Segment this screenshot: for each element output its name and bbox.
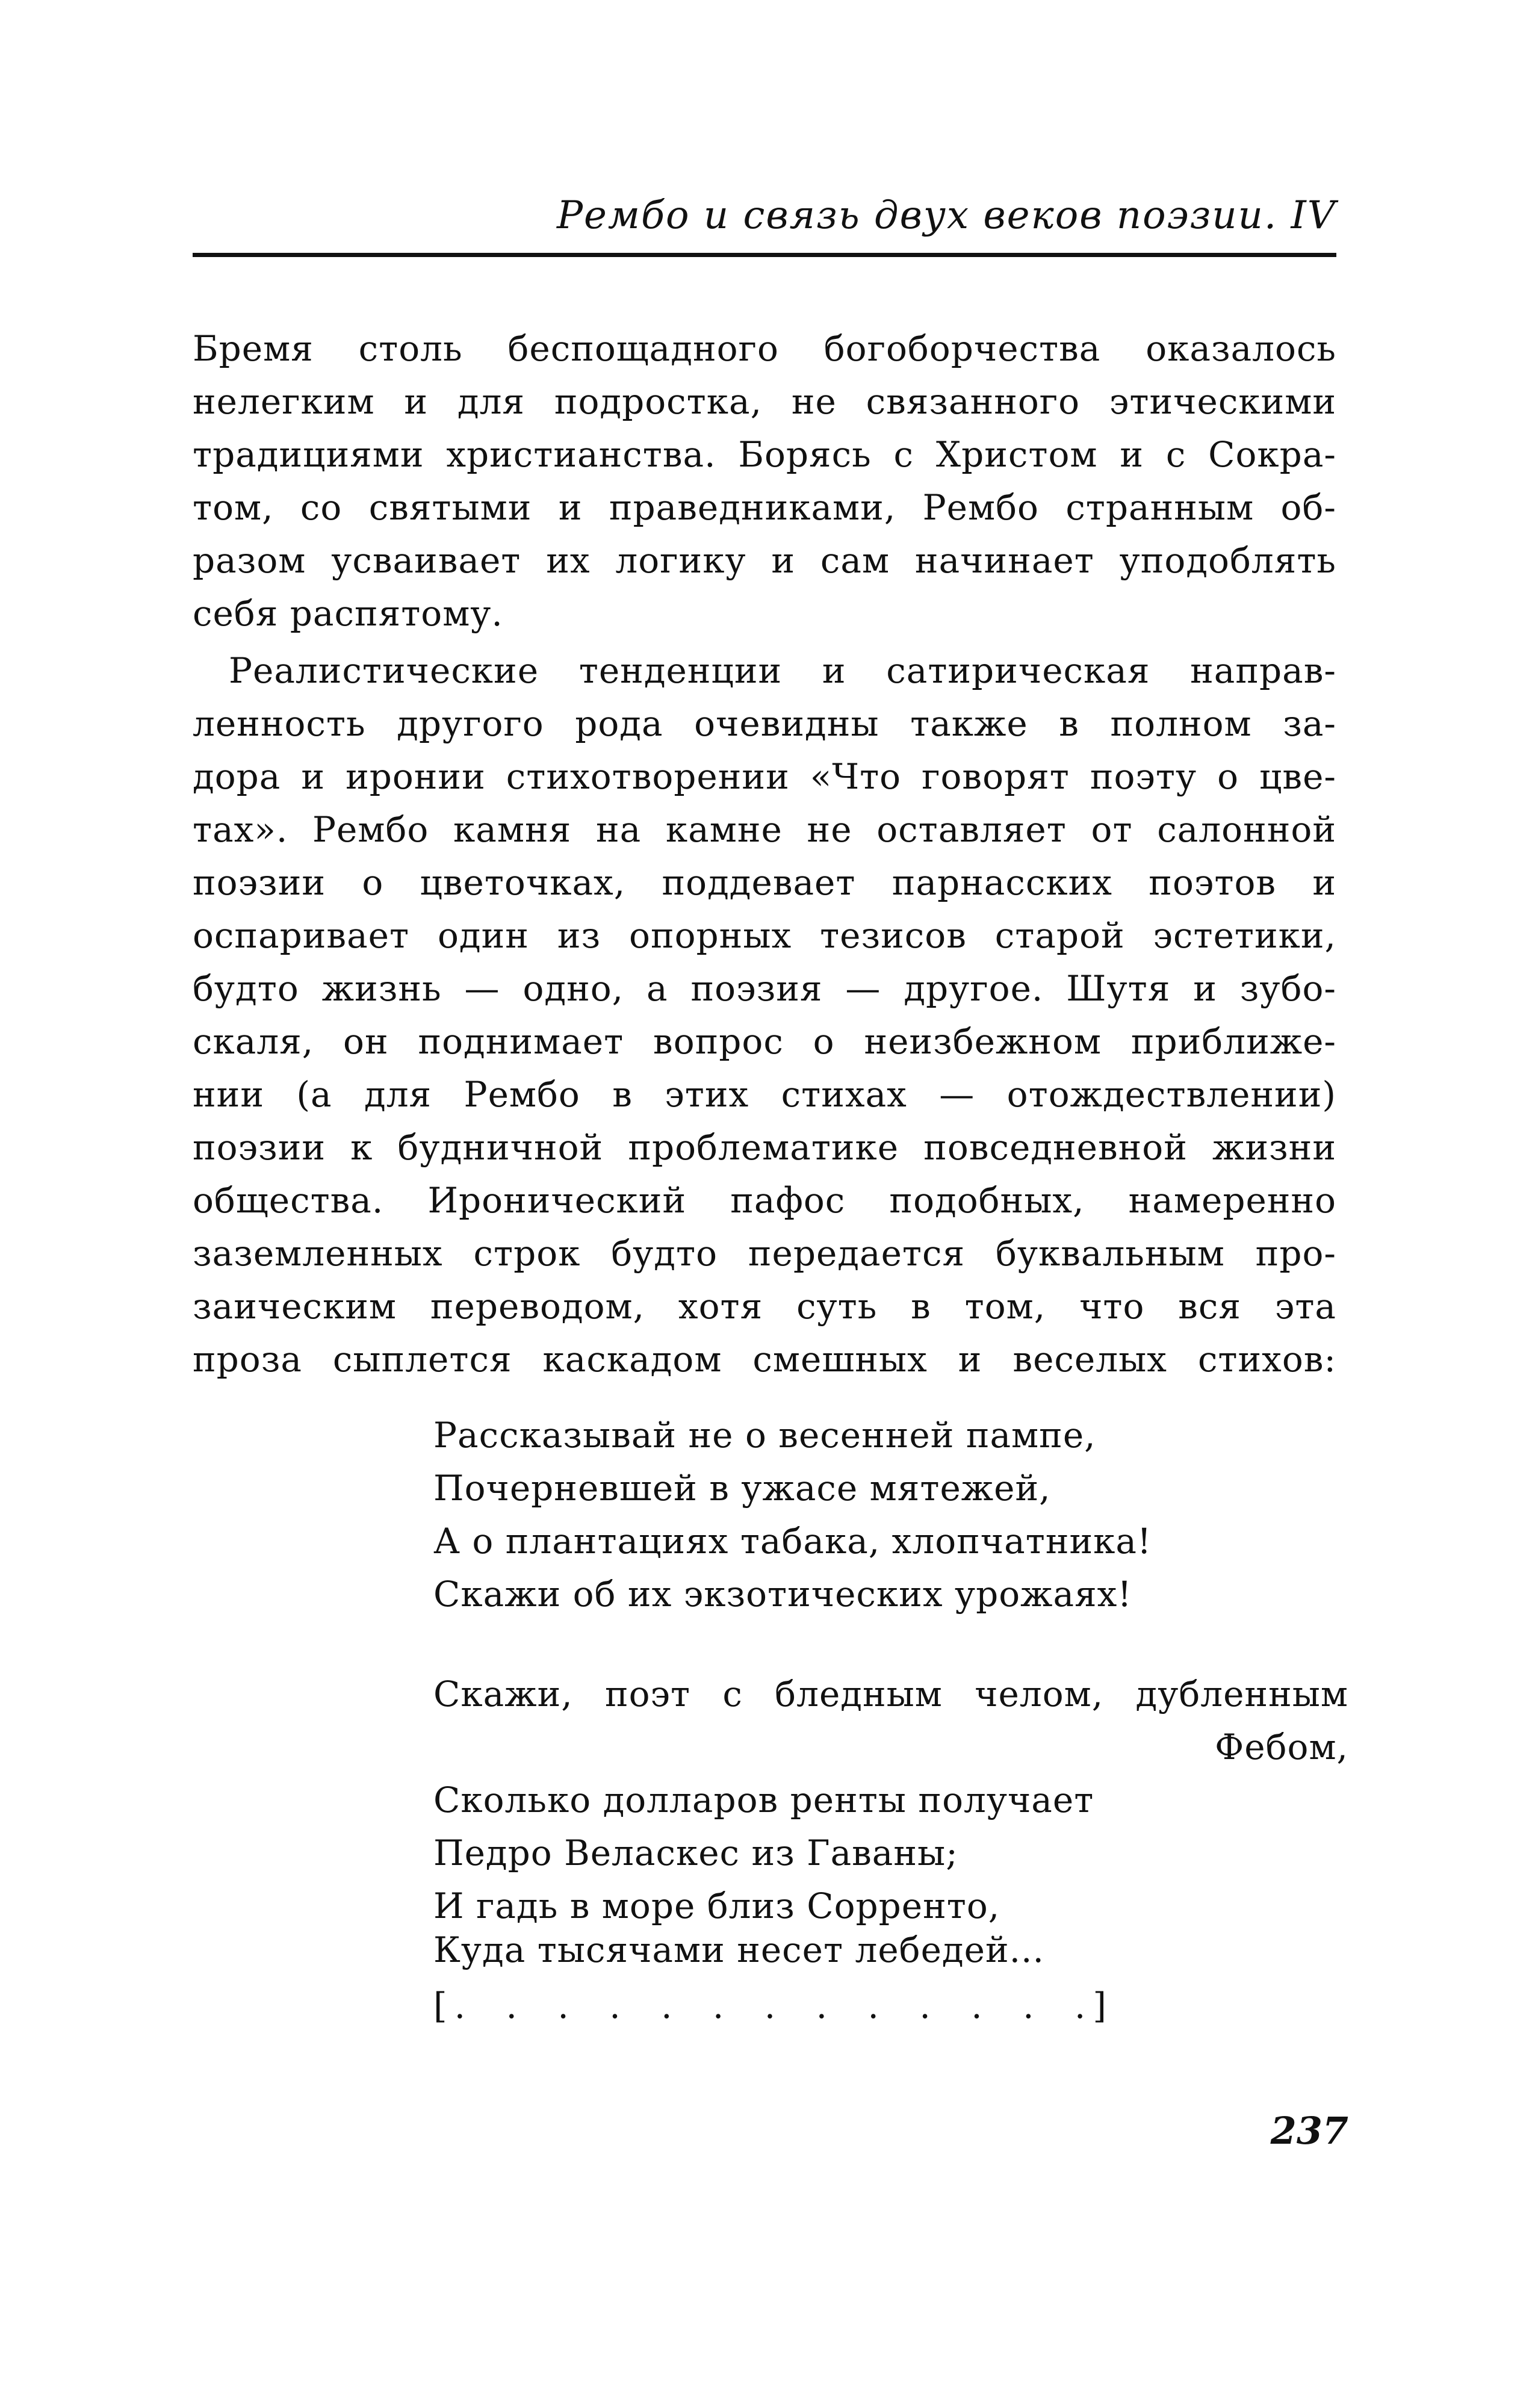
poem-line: Педро Веласкес из Гаваны;: [433, 1832, 958, 1873]
paragraph-1: [193, 322, 1336, 640]
text-line: общества. Иронический пафос подобных, намеренно: [193, 1180, 1336, 1221]
running-head: Рембо и связь двух веков поэзии. IV: [556, 193, 1336, 238]
text-line: разом усваивает их логику и сам начинает уподоблять: [193, 540, 1336, 581]
poem-line: А о плантациях табака, хлопчатника!: [433, 1521, 1152, 1562]
poem-stanza-3: [433, 1923, 1348, 1976]
page-number: 237: [1270, 2109, 1348, 2153]
poem-line: Куда тысячами несет лебедей...: [433, 1929, 1044, 1970]
text-line: тах». Рембо камня на камне не оставляет от салонной: [193, 809, 1336, 850]
poem-stanza-1: [433, 1409, 1348, 1621]
poem-line-continuation: Фебом,: [1215, 1727, 1348, 1767]
text-line: том, со святыми и праведниками, Рембо странным об-: [193, 487, 1336, 528]
text-line: поэзии о цветочках, поддевает парнасских поэтов и: [193, 862, 1336, 903]
poem-line: И гадь в море близ Сорренто,: [433, 1885, 1000, 1926]
text-line: будто жизнь — одно, а поэзия — другое. Шутя и зубо-: [193, 968, 1336, 1009]
poem-stanza-2: [433, 1668, 1348, 1932]
text-line: Бремя столь беспощадного богоборчества оказалось: [193, 328, 1336, 369]
text-line: нелегким и для подростка, не связанного этическими: [193, 381, 1336, 422]
text-line: Реалистические тенденции и сатирическая направ-: [229, 650, 1336, 691]
poem-line: Скажи об их экзотических урожаях!: [433, 1574, 1132, 1615]
text-line: традициями христианства. Борясь с Христом и с Сокра-: [193, 434, 1336, 475]
text-line: проза сыплется каскадом смешных и веселых стихов:: [193, 1339, 1336, 1380]
text-line: дора и иронии стихотворении «Что говорят поэту о цве-: [193, 756, 1336, 797]
text-line: заземленных строк будто передается буквальным про-: [193, 1233, 1336, 1274]
header-rule: [193, 253, 1336, 257]
text-line: оспаривает один из опорных тезисов старой эстетики,: [193, 915, 1336, 956]
paragraph-2: [193, 644, 1336, 1386]
text-line: нии (а для Рембо в этих стихах — отождествлении): [193, 1074, 1336, 1115]
text-line: себя распятому.: [193, 593, 503, 634]
text-line: ленность другого рода очевидны также в полном за-: [193, 703, 1336, 744]
poem-line: Сколько долларов ренты получает: [433, 1780, 1094, 1820]
poem-line: Рассказывай не о весенней пампе,: [433, 1415, 1096, 1456]
text-line: скаля, он поднимает вопрос о неизбежном приближе-: [193, 1021, 1336, 1062]
poem-line: Почерневшей в ужасе мятежей,: [433, 1468, 1051, 1509]
poem-line: Скажи, поэт с бледным челом, дубленным: [433, 1674, 1348, 1714]
text-line: заическим переводом, хотя суть в том, что вся эта: [193, 1286, 1336, 1327]
text-line: поэзии к будничной проблематике повседневной жизни: [193, 1127, 1336, 1168]
omission-mark: [. . . . . . . . . . . . .]: [433, 1985, 1114, 2026]
